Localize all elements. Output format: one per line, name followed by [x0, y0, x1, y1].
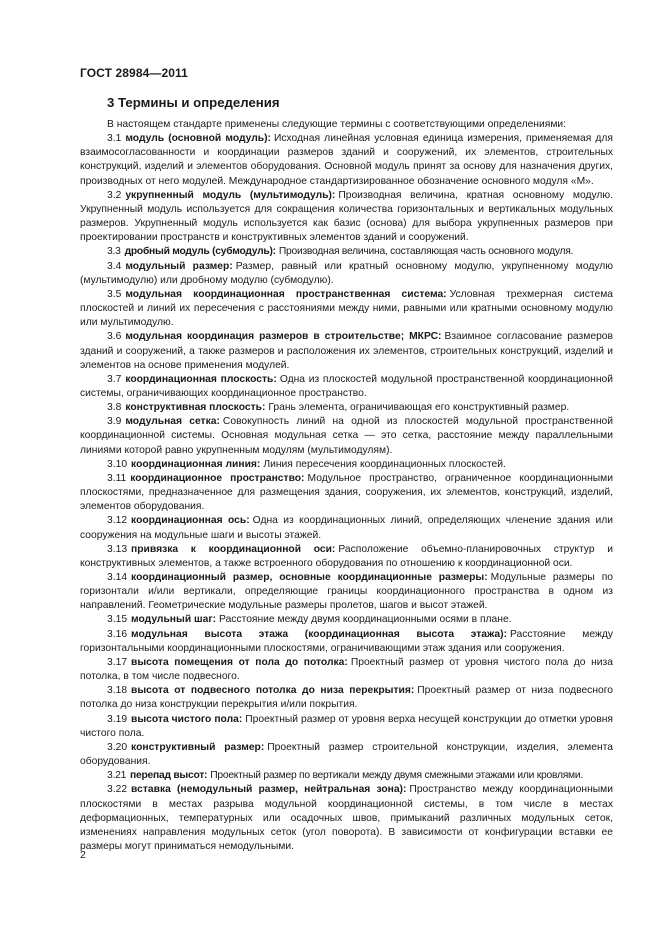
term-number: 3.1 [107, 133, 122, 145]
term-number: 3.7 [107, 373, 122, 385]
term-number: 3.8 [107, 402, 122, 414]
term-definition: Совокупность линий на одной из плоскостей модульной пространственной координационной системы. Основная модульная сетка — это сетка, расстояние между параллельными линиями которой равно укрупненным модулям (мультимодулям). [80, 416, 613, 456]
term-number: 3.18 [107, 685, 128, 697]
term-entry [80, 330, 613, 372]
term-number: 3.14 [107, 572, 128, 583]
term-number: 3.15 [107, 614, 128, 626]
term-name: перепад высот: [130, 770, 208, 782]
term-number: 3.4 [107, 260, 122, 272]
term-number: 3.12 [107, 515, 128, 527]
term-number: 3.13 [107, 543, 128, 555]
term-entry [80, 571, 613, 613]
term-number: 3.9 [107, 416, 122, 428]
term-entry [80, 543, 613, 571]
term-definition: Пространство между координационными плоскостями в местах разрыва модульной координационной системы, в том числе в местах деформационных, температурных или осадочных швов, примыканий различных модульных сеток, изменениях направления модульных сеток (угол поворота). В зависимости от конфигурации вставки ее размеры могут приниматься немодульными. [80, 784, 613, 852]
term-definition: Модульное пространство, ограниченное координационными плоскостями, предназначенное для размещения здания, сооружения, их элементов, конструкций, изделий, элементов оборудования. [80, 472, 614, 513]
term-name: конструктивный размер: [131, 741, 265, 753]
term-definition: Проектный размер от низа подвесного потолка до низа конструкции перекрытия и/или покрытия. [80, 685, 613, 711]
term-definition: Расстояние между горизонтальными координационными плоскостями, ограничивающими этаж здания или сооружения. [80, 628, 613, 654]
term-definition: Производная величина, составляющая часть основного модуля. [278, 246, 574, 258]
term-name: конструктивная плоскость: [125, 402, 266, 414]
term-definition: Модульные размеры по горизонтали и/или вертикали, определяющие границы координационного пространства в одном из направлений. Геометрические модульные размеры пролетов, шагов и высот этажей. [80, 572, 613, 612]
term-entry [80, 783, 613, 854]
term-name: модульная сетка: [125, 416, 220, 428]
term-entry [80, 132, 613, 189]
term-entry [80, 245, 613, 259]
term-name: модульный шаг: [131, 614, 217, 626]
term-number: 3.11 [107, 472, 127, 484]
term-definition: Одна из плоскостей модульной пространственной координационной системы, ограничивающих координационное пространство. [80, 373, 613, 399]
term-definition: Проектный размер строительной конструкции, изделия, элемента оборудования. [80, 741, 613, 768]
term-entry [80, 514, 613, 542]
term-name: координационный размер, основные координационные размеры: [131, 572, 488, 583]
intro-paragraph: В настоящем стандарте применены следующие термины с соответствующими определениями: [107, 119, 567, 130]
term-name: координационное пространство: [130, 472, 305, 484]
term-name: укрупненный модуль (мультимодуль): [125, 189, 336, 201]
term-definition: Грань элемента, ограничивающая его конструктивный размер. [268, 402, 570, 414]
standard-header: ГОСТ 28984—2011 [80, 66, 188, 80]
term-entry [80, 373, 613, 401]
term-name: координационная линия: [131, 458, 261, 470]
term-entry [80, 260, 613, 288]
term-definition: Одна из координационных линий, определяющих членение здания или сооружения на модульные шаги и высоты этажей. [80, 515, 613, 541]
term-name: высота от подвесного потолка до низа перекрытия: [131, 685, 415, 697]
section-body [80, 118, 613, 854]
term-definition: Расположение объемно-планировочных структур и конструктивных элементов, а также встроенного оборудования по отношению к координационной оси. [80, 543, 613, 569]
term-definition: Линия пересечения координационных плоскостей. [263, 458, 506, 470]
term-number: 3.22 [107, 784, 128, 796]
term-definition: Производная величина, кратная основному модулю. Укрупненный модуль используется для сокращения количества горизонтальных и вертикальных модульных размеров. Укрупненный модуль используется как базис (основа) для выбора укрупненных размеров при проектировании пространств и конструктивных элементов зданий и сооружений. [80, 189, 613, 244]
term-entry [80, 613, 613, 627]
term-number: 3.19 [107, 713, 128, 725]
term-definition: Проектный размер по вертикали между двумя смежными этажами или кровлями. [210, 770, 583, 782]
term-entry [80, 458, 613, 472]
term-entry [80, 189, 613, 246]
term-entry [80, 472, 613, 514]
term-name: привязка к координационной оси: [131, 543, 336, 555]
term-name: модуль (основной модуль): [125, 133, 271, 145]
term-entry [80, 684, 613, 712]
term-entry [80, 741, 613, 769]
term-name: модульная высота этажа (координационная высота этажа): [131, 628, 508, 640]
term-name: координационная плоскость: [125, 373, 277, 385]
term-definition: Расстояние между двумя координационными осями в плане. [219, 614, 512, 626]
term-definition: Проектный размер от уровня чистого пола до низа потолка, в том числе подвесного. [80, 656, 613, 683]
term-number: 3.16 [107, 628, 128, 640]
term-entry [80, 415, 613, 457]
term-entry [80, 713, 613, 741]
term-name: дробный модуль (субмодуль): [124, 246, 276, 258]
term-definition: Взаимное согласование размеров зданий и сооружений, а также размеров и расположения их элементов, строительных конструкций, изделий и элементов на основе применения модулей. [80, 331, 613, 371]
term-entry [80, 769, 613, 783]
page-number: 2 [80, 849, 86, 861]
term-name: координационная ось: [131, 515, 250, 527]
term-list [80, 132, 613, 854]
term-entry [80, 628, 613, 656]
term-definition: Размер, равный или кратный основному модулю, укрупненному модулю (мультимодулю) или дробному модулю (субмодулю). [80, 260, 613, 286]
term-name: высота чистого пола: [131, 713, 243, 725]
term-definition: Проектный размер от уровня верха несущей конструкции до отметки уровня чистого пола. [80, 713, 613, 739]
term-entry [80, 401, 613, 415]
term-entry [80, 288, 613, 330]
term-name: модульная координационная пространственная система: [125, 288, 447, 300]
term-name: вставка (немодульный размер, нейтральная зона): [131, 784, 407, 796]
term-number: 3.5 [107, 288, 122, 300]
section-title: 3 Термины и определения [107, 95, 280, 110]
term-entry [80, 656, 613, 684]
term-number: 3.20 [107, 741, 128, 753]
term-number: 3.2 [107, 189, 122, 201]
term-definition: Условная трехмерная система плоскостей и линий их пересечения с расстояниями между ними, равными или кратными основному модулю или мультимодулю. [80, 288, 614, 329]
term-name: модульная координация размеров в строительстве; МКРС: [125, 331, 442, 343]
term-number: 3.6 [107, 331, 122, 343]
term-number: 3.3 [107, 246, 121, 258]
term-number: 3.10 [107, 458, 128, 470]
term-name: высота помещения от пола до потолка: [131, 656, 348, 668]
term-definition: Исходная линейная условная единица измерения, применяемая для взаимосогласованности и координации размеров зданий и сооружений, их элементов, строительных конструкций, изделий и элементов оборудования. Основной модуль принят за основу для назначения других, производных от него модулей. Международное стандартизированное обозначение основного модуля «М». [80, 133, 613, 187]
term-number: 3.21 [107, 770, 127, 782]
term-number: 3.17 [107, 656, 128, 668]
term-name: модульный размер: [125, 260, 233, 272]
